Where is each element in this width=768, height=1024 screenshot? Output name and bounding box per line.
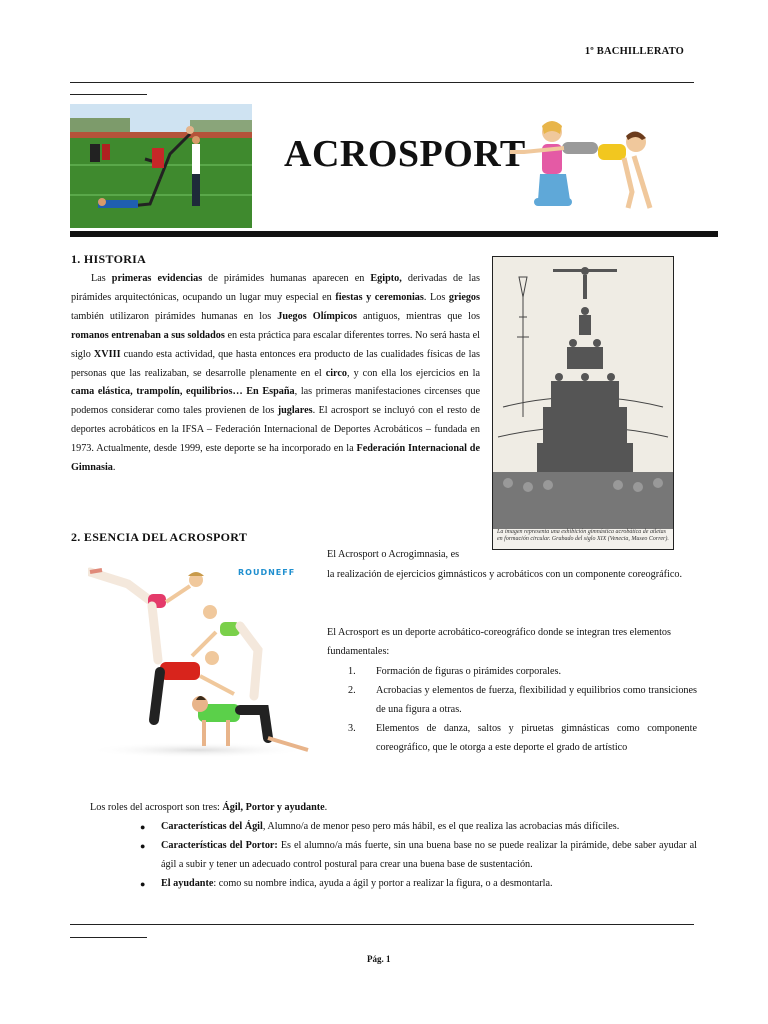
list-item [348, 720, 697, 758]
bullet-icon: ● [140, 878, 146, 889]
paragraph-text: , y con ella los ejercicios en la [347, 367, 480, 379]
role-title: Características del Portor: [161, 839, 278, 851]
paragraph-text: de pirámides humanas aparecen en [202, 273, 371, 284]
roles-intro [90, 799, 690, 818]
esencia-list [348, 663, 697, 758]
list-item [348, 682, 697, 720]
list-item [140, 818, 697, 837]
esencia-intro-1: El Acrosport o Acrogimnasia, es [327, 549, 460, 560]
roles-names: Ágil, Portor y ayudante [222, 802, 325, 813]
paragraph-text: derivadas de las pirámides arquitectónicas, ocupando un lugar muy especial en [71, 273, 480, 303]
list-item-number: 2. [348, 684, 356, 696]
roles-list [140, 818, 697, 894]
footer-rule [70, 924, 694, 925]
list-item-text: Acrobacias y elementos de fuerza, flexibilidad y equilibrios como transiciones de una figura a otras. [376, 684, 697, 715]
title-divider [70, 231, 718, 237]
paragraph-text: Las [91, 273, 112, 284]
role-title: Características del Ágil [161, 821, 263, 832]
emphasis-text: romanos entrenaban a sus soldados [71, 329, 225, 341]
paragraph-text: . Los [423, 291, 449, 303]
paragraph-text: en esta práctica para escalar diferentes torres. No será hasta el siglo [71, 329, 480, 360]
emphasis-text: fiestas y ceremonias [335, 291, 424, 303]
emphasis-text: cama elástica, trampolín, equilibrios… En España [71, 386, 295, 398]
role-description: Es el alumno/a más fuerte, sin una buena base no se puede realizar la pirámide, debe saber ayudar al ágil a subir y tener un adecuado control postural para crear una buena base de sustentación. [161, 839, 697, 870]
list-item-text: Formación de figuras o pirámides corporales. [376, 666, 562, 677]
role-title: El ayudante [161, 877, 214, 889]
esencia-intro-3: El Acrosport es un deporte acrobático-coreográfico donde se integran tres elementos fundamentales: [327, 627, 671, 657]
page-title: ACROSPORT [284, 133, 526, 175]
emphasis-text: Egipto, [370, 273, 402, 284]
list-item [140, 875, 697, 894]
role-description: , Alumno/a de menor peso pero más hábil, es el que realiza las acrobacias más difíciles. [262, 821, 620, 832]
header-rule [70, 82, 694, 83]
emphasis-text: Juegos Olímpicos [277, 310, 357, 322]
list-item-number: 3. [348, 722, 356, 734]
engraving-caption: La imagen representa una exhibición gimnástica acrobática de atletas en formación circular. Grabado del siglo XIX (Venecia, Museo Correr). [497, 529, 669, 542]
list-item-text: Elementos de danza, saltos y piruetas gimnásticas como componente coreográfico, que le otorga a este deporte el grado de artístico [376, 722, 697, 753]
historical-engraving-image [492, 256, 674, 550]
acrosport-pyramid-image [88, 560, 312, 758]
course-label: 1º BACHILLERATO [584, 46, 684, 57]
bullet-icon: ● [140, 840, 146, 851]
emphasis-text: XVIII [93, 348, 121, 360]
paragraph-text: , las primeras manifestaciones circenses que podemos considerar como tales provienen de los [71, 386, 480, 417]
paragraph-text: también utilizaron pirámides humanas en los [71, 310, 278, 322]
role-description: : como su nombre indica, ayuda a ágil y portor a realizar la figura, o a desmontarla. [213, 877, 553, 889]
list-item [348, 663, 697, 682]
footer-short-rule [70, 937, 147, 938]
header-short-rule [70, 94, 147, 95]
paragraph-text: . [112, 462, 116, 474]
section-historia-heading: 1. HISTORIA [71, 252, 147, 266]
historia-paragraph [71, 270, 480, 478]
emphasis-text: Federación Internacional de Gimnasia [71, 443, 480, 474]
list-item [140, 837, 697, 875]
section-esencia-heading: 2. ESENCIA DEL ACROSPORT [71, 530, 248, 544]
emphasis-text: primeras evidencias [111, 273, 203, 284]
paragraph-text: antiguos, mientras que los [356, 310, 480, 322]
esencia-intro-2: la realización de ejercicios gimnásticos y acrobáticos con un componente coreográfico. [327, 569, 682, 580]
paragraph-text: cuando esta actividad, que hasta entonces era producto de las cualidades físicas de las personas que las realizaban, se desarrolle plenamente en el [71, 348, 480, 379]
brand-label: ROUDNEFF [238, 568, 296, 577]
cartoon-acrobats-image [504, 112, 664, 218]
paragraph-text: . El acrosport se incluyó con el resto de deportes acrobáticos en la IFSA – Federación Internacional de Deportes Acrobáticos – fundada en 1973. Actualmente, desde 1999, este deporte se ha incorporado en la [71, 405, 480, 455]
emphasis-text: juglares [277, 405, 313, 417]
emphasis-text: griegos [448, 291, 480, 303]
bullet-icon: ● [140, 822, 146, 832]
emphasis-text: circo [325, 367, 348, 379]
roles-intro-end: . [324, 802, 328, 813]
roles-intro-text: Los roles del acrosport son tres: [90, 802, 223, 813]
field-pyramid-photo [70, 104, 252, 228]
page-number: Pág. 1 [367, 954, 391, 964]
list-item-number: 1. [348, 666, 356, 677]
